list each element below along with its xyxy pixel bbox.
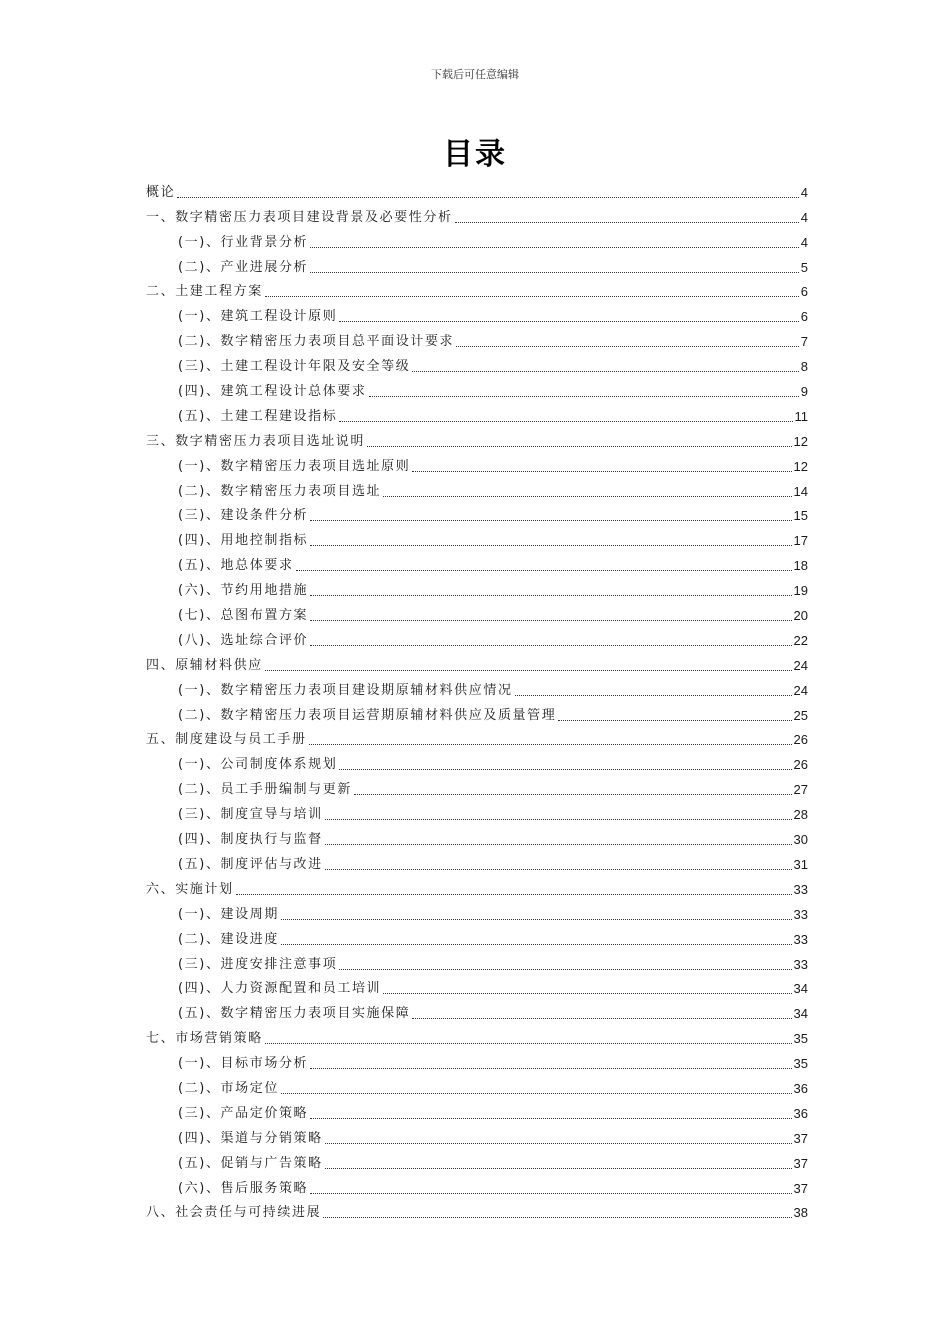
toc-entry-label: (一)、建筑工程设计原则: [178, 309, 338, 325]
toc-entry-page-number: 36: [793, 1080, 808, 1096]
toc-entry-label: 二、土建工程方案: [146, 284, 263, 300]
toc-entry[interactable]: [146, 1122, 808, 1147]
toc-entry-page-number: 31: [793, 856, 808, 872]
toc-entry-page-number: 24: [793, 682, 808, 698]
toc-entry[interactable]: [146, 251, 808, 276]
toc-dot-leader: [310, 1068, 791, 1069]
toc-dot-leader: [310, 545, 791, 546]
toc-dot-leader: [323, 1217, 791, 1218]
toc-dot-leader: [383, 993, 791, 994]
toc-dot-leader: [456, 346, 799, 347]
toc-dot-leader: [558, 720, 791, 721]
toc-entry[interactable]: [146, 500, 808, 525]
toc-entry-label: 四、原辅材料供应: [146, 657, 263, 673]
toc-entry-label: (三)、进度安排注意事项: [178, 956, 338, 972]
toc-entry[interactable]: [146, 1047, 808, 1072]
toc-entry[interactable]: [146, 674, 808, 699]
toc-dot-leader: [310, 620, 791, 621]
toc-entry-page-number: 9: [800, 384, 808, 400]
toc-entry[interactable]: [146, 176, 808, 201]
toc-entry-label: (三)、建设条件分析: [178, 508, 309, 524]
toc-entry-page-number: 11: [794, 408, 808, 424]
toc-entry-page-number: 26: [793, 732, 808, 748]
toc-dot-leader: [281, 919, 792, 920]
toc-entry-label: (二)、数字精密压力表项目运营期原辅材料供应及质量管理: [178, 707, 557, 723]
toc-entry[interactable]: [146, 649, 808, 674]
toc-entry[interactable]: [146, 325, 808, 350]
toc-entry-label: (三)、制度宣导与培训: [178, 807, 323, 823]
toc-dot-leader: [325, 1168, 792, 1169]
toc-entry[interactable]: [146, 1022, 808, 1047]
toc-entry-page-number: 6: [800, 284, 808, 300]
toc-entry-page-number: 26: [793, 757, 808, 773]
toc-entry[interactable]: [146, 624, 808, 649]
toc-entry[interactable]: [146, 524, 808, 549]
toc-entry-label: (一)、建设周期: [178, 906, 279, 922]
toc-dot-leader: [339, 969, 791, 970]
toc-entry-label: 八、社会责任与可持续进展: [146, 1205, 322, 1221]
toc-dot-leader: [354, 794, 792, 795]
toc-entry-page-number: 14: [793, 483, 808, 499]
toc-entry[interactable]: [146, 201, 808, 226]
toc-dot-leader: [455, 222, 799, 223]
toc-entry-label: (三)、土建工程设计年限及安全等级: [178, 359, 411, 375]
toc-entry-label: (二)、数字精密压力表项目选址: [178, 483, 382, 499]
toc-dot-leader: [325, 1143, 792, 1144]
toc-dot-leader: [310, 1118, 791, 1119]
toc-entry[interactable]: [146, 475, 808, 500]
toc-entry-label: (五)、土建工程建设指标: [178, 408, 338, 424]
toc-dot-leader: [339, 421, 792, 422]
toc-entry-label: (一)、目标市场分析: [178, 1056, 309, 1072]
toc-entry[interactable]: [146, 798, 808, 823]
toc-dot-leader: [265, 296, 799, 297]
toc-dot-leader: [412, 1018, 791, 1019]
toc-entry[interactable]: [146, 450, 808, 475]
toc-dot-leader: [325, 869, 792, 870]
toc-entry[interactable]: [146, 848, 808, 873]
toc-entry[interactable]: [146, 276, 808, 301]
toc-dot-leader: [515, 695, 792, 696]
toc-entry-page-number: 24: [793, 657, 808, 673]
toc-dot-leader: [310, 1193, 791, 1194]
toc-entry-label: (四)、制度执行与监督: [178, 832, 323, 848]
toc-entry[interactable]: [146, 873, 808, 898]
toc-dot-leader: [369, 396, 799, 397]
toc-entry-page-number: 33: [793, 906, 808, 922]
toc-dot-leader: [309, 744, 792, 745]
toc-entry[interactable]: [146, 549, 808, 574]
toc-entry-page-number: 12: [793, 433, 808, 449]
toc-dot-leader: [265, 670, 792, 671]
toc-dot-leader: [265, 1043, 792, 1044]
toc-dot-leader: [296, 570, 792, 571]
toc-entry-page-number: 12: [793, 458, 808, 474]
toc-entry-page-number: 27: [793, 782, 808, 798]
toc-entry[interactable]: [146, 1197, 808, 1222]
toc-entry-label: (一)、数字精密压力表项目建设期原辅材料供应情况: [178, 682, 513, 698]
toc-entry[interactable]: [146, 948, 808, 973]
toc-entry[interactable]: [146, 375, 808, 400]
toc-entry-page-number: 6: [800, 309, 808, 325]
toc-entry-label: (二)、数字精密压力表项目总平面设计要求: [178, 334, 455, 350]
toc-entry-label: (四)、渠道与分销策略: [178, 1130, 323, 1146]
toc-dot-leader: [339, 769, 791, 770]
toc-entry-label: 一、数字精密压力表项目建设背景及必要性分析: [146, 209, 453, 225]
toc-entry-page-number: 7: [800, 334, 808, 350]
toc-entry[interactable]: [146, 1172, 808, 1197]
toc-entry-label: 三、数字精密压力表项目选址说明: [146, 433, 366, 449]
toc-dot-leader: [281, 1093, 792, 1094]
toc-entry[interactable]: [146, 300, 808, 325]
toc-entry[interactable]: [146, 599, 808, 624]
toc-entry-page-number: 20: [793, 608, 808, 624]
toc-entry-label: (五)、数字精密压力表项目实施保障: [178, 1006, 411, 1022]
toc-entry-label: 五、制度建设与员工手册: [146, 732, 307, 748]
toc-dot-leader: [310, 272, 799, 273]
toc-entry-page-number: 37: [793, 1180, 808, 1196]
toc-entry-page-number: 18: [793, 558, 808, 574]
toc-entry-label: (五)、地总体要求: [178, 558, 294, 574]
toc-dot-leader: [325, 844, 792, 845]
toc-dot-leader: [310, 595, 791, 596]
toc-entry-label: (四)、建筑工程设计总体要求: [178, 384, 367, 400]
toc-entry-page-number: 4: [800, 234, 808, 250]
toc-entry-page-number: 4: [800, 209, 808, 225]
toc-dot-leader: [339, 321, 798, 322]
toc-entry-label: (五)、制度评估与改进: [178, 856, 323, 872]
toc-entry-label: (六)、售后服务策略: [178, 1180, 309, 1196]
toc-dot-leader: [325, 819, 792, 820]
toc-entry[interactable]: [146, 923, 808, 948]
toc-dot-leader: [310, 247, 799, 248]
toc-entry-label: (六)、节约用地措施: [178, 583, 309, 599]
toc-entry-label: (二)、产业进展分析: [178, 259, 309, 275]
toc-entry-label: (二)、市场定位: [178, 1080, 279, 1096]
toc-entry-label: (五)、促销与广告策略: [178, 1155, 323, 1171]
toc-dot-leader: [383, 496, 791, 497]
toc-dot-leader: [177, 197, 799, 198]
toc-entry-page-number: 5: [800, 259, 808, 275]
toc-entry-page-number: 28: [793, 807, 808, 823]
toc-entry-page-number: 25: [793, 707, 808, 723]
toc-entry-page-number: 37: [793, 1155, 808, 1171]
toc-entry[interactable]: [146, 1072, 808, 1097]
toc-entry-label: (四)、人力资源配置和员工培训: [178, 981, 382, 997]
toc-entry-page-number: 37: [793, 1130, 808, 1146]
toc-entry-label: 概论: [146, 184, 176, 200]
toc-entry[interactable]: [146, 898, 808, 923]
toc-entry-page-number: 17: [793, 533, 808, 549]
toc-entry[interactable]: [146, 748, 808, 773]
toc-dot-leader: [412, 471, 791, 472]
toc-entry[interactable]: [146, 773, 808, 798]
toc-entry-page-number: 22: [793, 632, 808, 648]
toc-entry[interactable]: [146, 226, 808, 251]
toc-entry[interactable]: [146, 724, 808, 749]
toc-entry[interactable]: [146, 574, 808, 599]
toc-entry-page-number: 33: [793, 931, 808, 947]
toc-entry-page-number: 33: [793, 956, 808, 972]
toc-entry-label: (三)、产品定价策略: [178, 1105, 309, 1121]
toc-entry-page-number: 19: [793, 583, 808, 599]
toc-entry-label: (八)、选址综合评价: [178, 632, 309, 648]
toc-entry-label: (二)、员工手册编制与更新: [178, 782, 352, 798]
toc-dot-leader: [367, 446, 792, 447]
toc-entry-page-number: 34: [793, 981, 808, 997]
toc-entry-label: (一)、数字精密压力表项目选址原则: [178, 458, 411, 474]
toc-entry-page-number: 33: [793, 881, 808, 897]
toc-entry-label: (一)、行业背景分析: [178, 234, 309, 250]
toc-entry[interactable]: [146, 973, 808, 998]
toc-entry-label: (七)、总图布置方案: [178, 608, 309, 624]
page-header-note: 下载后可任意编辑: [431, 68, 519, 81]
toc-entry-page-number: 36: [793, 1105, 808, 1121]
table-of-contents: [146, 176, 808, 1221]
toc-entry-label: (二)、建设进度: [178, 931, 279, 947]
toc-entry-page-number: 4: [800, 184, 808, 200]
toc-entry[interactable]: [146, 823, 808, 848]
toc-entry-page-number: 38: [793, 1205, 808, 1221]
toc-entry[interactable]: [146, 425, 808, 450]
toc-entry-page-number: 30: [793, 832, 808, 848]
toc-dot-leader: [236, 894, 792, 895]
toc-entry-label: (四)、用地控制指标: [178, 533, 309, 549]
toc-dot-leader: [310, 645, 791, 646]
toc-entry-page-number: 34: [793, 1006, 808, 1022]
toc-dot-leader: [281, 944, 792, 945]
toc-entry[interactable]: [146, 699, 808, 724]
toc-entry[interactable]: [146, 350, 808, 375]
toc-dot-leader: [412, 371, 798, 372]
toc-entry[interactable]: [146, 997, 808, 1022]
toc-entry-label: (一)、公司制度体系规划: [178, 757, 338, 773]
toc-entry-page-number: 8: [800, 359, 808, 375]
toc-entry-page-number: 35: [793, 1056, 808, 1072]
toc-entry[interactable]: [146, 1097, 808, 1122]
toc-entry-page-number: 15: [793, 508, 808, 524]
toc-entry[interactable]: [146, 400, 808, 425]
page-title: 目录: [443, 137, 507, 172]
toc-entry-page-number: 35: [793, 1031, 808, 1047]
toc-entry[interactable]: [146, 1147, 808, 1172]
toc-dot-leader: [310, 520, 791, 521]
toc-entry-label: 六、实施计划: [146, 881, 234, 897]
toc-entry-label: 七、市场营销策略: [146, 1031, 263, 1047]
